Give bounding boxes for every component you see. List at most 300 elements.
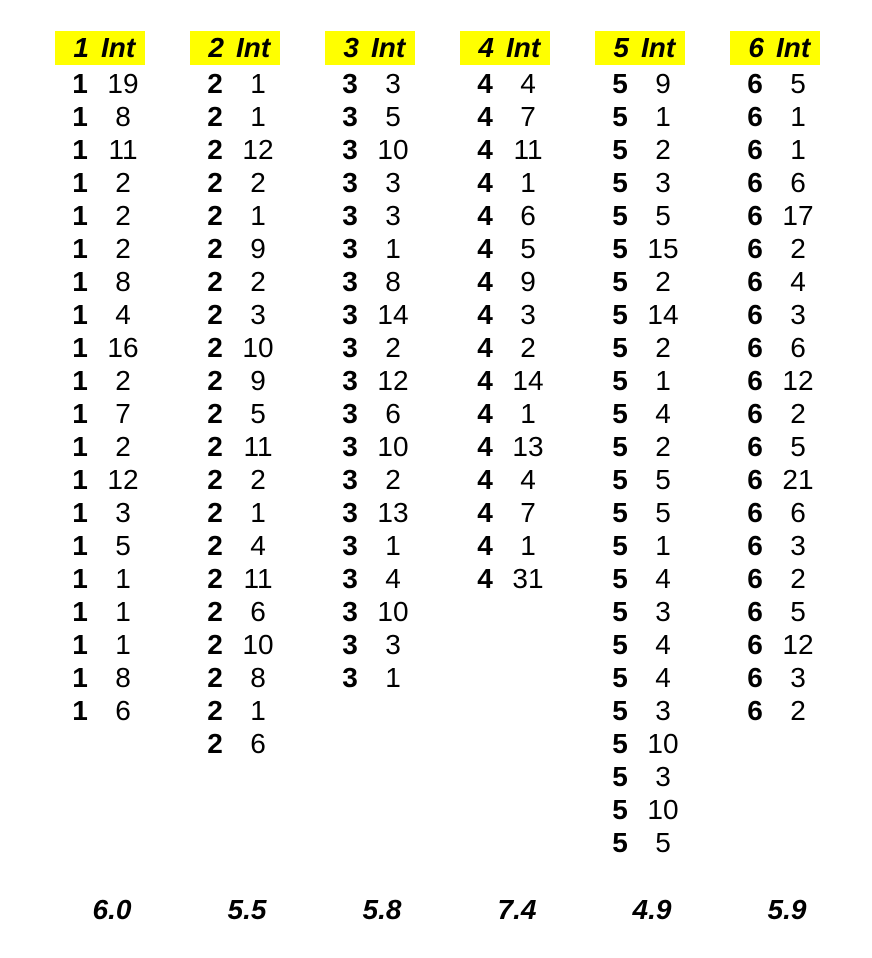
group-id-cell: 2 — [207, 662, 223, 693]
group-id-cell: 1 — [72, 134, 88, 165]
group-id-cell: 4 — [477, 134, 493, 165]
value-cell: 2 — [655, 431, 671, 462]
group-id-cell: 5 — [612, 299, 628, 330]
group-id-cell: 6 — [747, 167, 763, 198]
value-cell: 9 — [250, 365, 266, 396]
table-row — [325, 199, 425, 232]
value-cell: 3 — [655, 596, 671, 627]
table-row — [460, 166, 560, 199]
value-cell: 8 — [115, 662, 131, 693]
value-cell: 3 — [385, 200, 401, 231]
value-cell: 3 — [655, 761, 671, 792]
group-id-cell: 2 — [207, 266, 223, 297]
table-row — [595, 67, 695, 100]
value-cell: 4 — [385, 563, 401, 594]
value-cell: 2 — [250, 167, 266, 198]
group-id-cell: 2 — [207, 332, 223, 363]
value-cell: 3 — [790, 299, 806, 330]
group-mean: 5.8 — [362, 894, 402, 925]
group-id-cell: 6 — [747, 101, 763, 132]
table-row — [730, 661, 830, 694]
table-row — [190, 232, 290, 265]
group-id-cell: 2 — [207, 431, 223, 462]
table-row — [595, 331, 695, 364]
table-row — [460, 133, 560, 166]
value-cell: 3 — [790, 530, 806, 561]
table-row — [460, 364, 560, 397]
group-header — [190, 31, 280, 65]
table-row — [190, 397, 290, 430]
table-row — [730, 496, 830, 529]
value-cell: 6 — [790, 167, 806, 198]
group-id-cell: 5 — [612, 167, 628, 198]
value-cell: 10 — [647, 728, 679, 759]
group-mean: 5.5 — [227, 894, 267, 925]
group-id-cell: 5 — [612, 629, 628, 660]
table-row — [730, 100, 830, 133]
group-id-cell: 4 — [477, 365, 493, 396]
table-row — [730, 331, 830, 364]
table-row — [325, 397, 425, 430]
group-id-cell: 6 — [747, 431, 763, 462]
value-cell: 2 — [115, 233, 131, 264]
value-cell: 2 — [520, 332, 536, 363]
group-id-cell: 4 — [477, 497, 493, 528]
table-row — [460, 67, 560, 100]
value-cell: 12 — [782, 365, 814, 396]
value-cell: 2 — [790, 563, 806, 594]
group-id-cell: 5 — [612, 266, 628, 297]
group-id-cell: 4 — [477, 266, 493, 297]
table-row — [325, 661, 425, 694]
group-id-cell: 3 — [342, 134, 358, 165]
table-row — [595, 133, 695, 166]
value-cell: 7 — [520, 101, 536, 132]
value-cell: 1 — [790, 134, 806, 165]
value-cell: 1 — [115, 596, 131, 627]
group-id-cell: 5 — [612, 497, 628, 528]
value-cell: 5 — [115, 530, 131, 561]
value-cell: 9 — [250, 233, 266, 264]
table-row — [325, 67, 425, 100]
group-id-cell: 3 — [342, 233, 358, 264]
group-header-number: 1 — [73, 32, 89, 63]
value-cell: 4 — [655, 662, 671, 693]
table-row — [730, 67, 830, 100]
value-cell: 5 — [250, 398, 266, 429]
table-row — [55, 463, 155, 496]
value-cell: 2 — [115, 431, 131, 462]
group-id-cell: 1 — [72, 431, 88, 462]
table-row — [55, 430, 155, 463]
group-rows — [55, 67, 155, 727]
value-cell: 1 — [250, 497, 266, 528]
table-row — [55, 364, 155, 397]
table-row — [55, 661, 155, 694]
table-row — [730, 199, 830, 232]
table-row — [190, 199, 290, 232]
value-cell: 12 — [782, 629, 814, 660]
group-id-cell: 6 — [747, 365, 763, 396]
group-id-cell: 4 — [477, 200, 493, 231]
table-row — [190, 595, 290, 628]
value-cell: 12 — [242, 134, 274, 165]
group-id-cell: 5 — [612, 596, 628, 627]
value-cell: 5 — [520, 233, 536, 264]
table-row — [595, 793, 695, 826]
value-cell: 8 — [250, 662, 266, 693]
table-row — [190, 430, 290, 463]
group-id-cell: 5 — [612, 563, 628, 594]
group-id-cell: 3 — [342, 464, 358, 495]
group-id-cell: 3 — [342, 200, 358, 231]
value-cell: 11 — [108, 134, 138, 165]
value-cell: 13 — [512, 431, 544, 462]
table-row — [730, 298, 830, 331]
value-cell: 10 — [377, 134, 409, 165]
group-id-cell: 2 — [207, 398, 223, 429]
value-cell: 5 — [790, 596, 806, 627]
value-cell: 6 — [250, 596, 266, 627]
value-cell: 4 — [520, 464, 536, 495]
value-cell: 6 — [250, 728, 266, 759]
value-cell: 2 — [385, 464, 401, 495]
group-id-cell: 6 — [747, 464, 763, 495]
value-cell: 19 — [107, 68, 139, 99]
group-rows — [595, 67, 695, 859]
value-cell: 1 — [115, 563, 131, 594]
value-cell: 14 — [512, 365, 544, 396]
group-id-cell: 1 — [72, 695, 88, 726]
group-id-cell: 3 — [342, 266, 358, 297]
group-header-number: 3 — [343, 32, 359, 63]
value-cell: 4 — [790, 266, 806, 297]
group-id-cell: 2 — [207, 233, 223, 264]
group-id-cell: 6 — [747, 68, 763, 99]
value-cell: 12 — [107, 464, 139, 495]
table-row — [730, 430, 830, 463]
group-id-cell: 3 — [342, 332, 358, 363]
group-id-cell: 2 — [207, 695, 223, 726]
group-id-cell: 5 — [612, 464, 628, 495]
table-row — [730, 397, 830, 430]
table-row — [595, 199, 695, 232]
value-cell: 1 — [385, 530, 401, 561]
table-row — [325, 430, 425, 463]
group-id-cell: 5 — [612, 761, 628, 792]
value-cell: 11 — [243, 563, 273, 594]
value-cell: 2 — [655, 332, 671, 363]
table-row — [190, 166, 290, 199]
group-id-cell: 6 — [747, 233, 763, 264]
value-cell: 1 — [250, 68, 266, 99]
group-id-cell: 4 — [477, 68, 493, 99]
group-header-number: 2 — [208, 32, 224, 63]
table-row — [730, 265, 830, 298]
value-cell: 13 — [377, 497, 409, 528]
value-cell: 3 — [250, 299, 266, 330]
group-id-cell: 3 — [342, 431, 358, 462]
value-cell: 2 — [250, 266, 266, 297]
group-id-cell: 4 — [477, 167, 493, 198]
table-row — [730, 166, 830, 199]
table-row — [325, 133, 425, 166]
group-header-label: Int — [101, 32, 136, 63]
value-cell: 4 — [520, 68, 536, 99]
value-cell: 1 — [250, 695, 266, 726]
group-id-cell: 6 — [747, 629, 763, 660]
table-row — [460, 199, 560, 232]
table-row — [190, 133, 290, 166]
table-row — [595, 298, 695, 331]
group-id-cell: 1 — [72, 68, 88, 99]
value-cell: 4 — [115, 299, 131, 330]
group-id-cell: 3 — [342, 365, 358, 396]
group-id-cell: 5 — [612, 134, 628, 165]
value-cell: 16 — [107, 332, 139, 363]
table-row — [730, 463, 830, 496]
group-id-cell: 2 — [207, 68, 223, 99]
table-row — [595, 826, 695, 859]
group-id-cell: 1 — [72, 101, 88, 132]
table-row — [595, 661, 695, 694]
group-id-cell: 6 — [747, 497, 763, 528]
table-row — [595, 463, 695, 496]
value-cell: 3 — [655, 167, 671, 198]
group-id-cell: 3 — [342, 563, 358, 594]
value-cell: 11 — [243, 431, 273, 462]
group-rows — [460, 67, 560, 595]
table-row — [595, 496, 695, 529]
table-row — [460, 430, 560, 463]
group-id-cell: 1 — [72, 200, 88, 231]
group-id-cell: 6 — [747, 530, 763, 561]
table-row — [55, 529, 155, 562]
value-cell: 2 — [115, 365, 131, 396]
table-row — [325, 628, 425, 661]
value-cell: 10 — [377, 596, 409, 627]
group-id-cell: 3 — [342, 497, 358, 528]
group-id-cell: 6 — [747, 695, 763, 726]
table-row — [595, 529, 695, 562]
table-row — [325, 265, 425, 298]
value-cell: 5 — [790, 431, 806, 462]
group-rows — [190, 67, 290, 760]
table-row — [325, 364, 425, 397]
table-row — [460, 397, 560, 430]
group-id-cell: 5 — [612, 68, 628, 99]
group-id-cell: 2 — [207, 497, 223, 528]
table-row — [325, 298, 425, 331]
group-header — [460, 31, 550, 65]
group-id-cell: 1 — [72, 365, 88, 396]
table-row — [325, 100, 425, 133]
value-cell: 6 — [115, 695, 131, 726]
group-id-cell: 6 — [747, 596, 763, 627]
value-cell: 31 — [512, 563, 544, 594]
value-cell: 1 — [520, 167, 536, 198]
table-row — [55, 100, 155, 133]
group-id-cell: 3 — [342, 68, 358, 99]
group-header-label: Int — [776, 32, 811, 63]
group-rows — [730, 67, 830, 727]
table-row — [55, 397, 155, 430]
table-row — [190, 331, 290, 364]
table-row — [55, 331, 155, 364]
table-row — [595, 562, 695, 595]
group-id-cell: 5 — [612, 101, 628, 132]
group-id-cell: 1 — [72, 266, 88, 297]
table-row — [190, 298, 290, 331]
table-row — [325, 232, 425, 265]
table-row — [325, 562, 425, 595]
group-id-cell: 6 — [747, 332, 763, 363]
group-header-number: 4 — [478, 32, 494, 63]
group-id-cell: 2 — [207, 563, 223, 594]
group-header — [730, 31, 820, 65]
group-header — [325, 31, 415, 65]
group-id-cell: 1 — [72, 662, 88, 693]
value-cell: 8 — [115, 101, 131, 132]
group-id-cell: 5 — [612, 200, 628, 231]
table-row — [595, 100, 695, 133]
table-row — [325, 166, 425, 199]
table-row — [730, 133, 830, 166]
table-row — [190, 529, 290, 562]
group-id-cell: 6 — [747, 299, 763, 330]
group-id-cell: 5 — [612, 530, 628, 561]
value-cell: 8 — [385, 266, 401, 297]
value-cell: 1 — [520, 530, 536, 561]
group-id-cell: 5 — [612, 365, 628, 396]
group-id-cell: 5 — [612, 431, 628, 462]
table-row — [55, 67, 155, 100]
table-row — [325, 496, 425, 529]
group-header-label: Int — [506, 32, 541, 63]
table-row — [730, 364, 830, 397]
value-cell: 7 — [520, 497, 536, 528]
table-row — [190, 67, 290, 100]
value-cell: 5 — [385, 101, 401, 132]
group-id-cell: 4 — [477, 464, 493, 495]
value-cell: 1 — [115, 629, 131, 660]
group-id-cell: 3 — [342, 596, 358, 627]
value-cell: 5 — [655, 464, 671, 495]
table-row — [55, 496, 155, 529]
table-row — [730, 232, 830, 265]
group-id-cell: 2 — [207, 134, 223, 165]
table-row — [460, 496, 560, 529]
value-cell: 1 — [655, 101, 671, 132]
value-cell: 10 — [647, 794, 679, 825]
group-id-cell: 2 — [207, 596, 223, 627]
group-id-cell: 2 — [207, 101, 223, 132]
value-cell: 5 — [655, 497, 671, 528]
table-row — [595, 628, 695, 661]
value-cell: 2 — [115, 200, 131, 231]
group-id-cell: 5 — [612, 827, 628, 858]
group-id-cell: 3 — [342, 398, 358, 429]
value-cell: 2 — [790, 233, 806, 264]
group-id-cell: 5 — [612, 794, 628, 825]
group-id-cell: 3 — [342, 530, 358, 561]
value-cell: 3 — [115, 497, 131, 528]
group-id-cell: 2 — [207, 200, 223, 231]
group-id-cell: 6 — [747, 662, 763, 693]
value-cell: 2 — [655, 134, 671, 165]
table-row — [460, 529, 560, 562]
table-row — [460, 298, 560, 331]
group-id-cell: 1 — [72, 332, 88, 363]
value-cell: 21 — [782, 464, 814, 495]
group-id-cell: 5 — [612, 398, 628, 429]
group-header-number: 5 — [613, 32, 629, 63]
group-header-number: 6 — [748, 32, 764, 63]
table-row — [190, 463, 290, 496]
value-cell: 1 — [790, 101, 806, 132]
table-row — [460, 265, 560, 298]
value-cell: 14 — [377, 299, 409, 330]
group-id-cell: 2 — [207, 365, 223, 396]
table-row — [595, 232, 695, 265]
group-id-cell: 2 — [207, 167, 223, 198]
group-id-cell: 3 — [342, 662, 358, 693]
group-id-cell: 1 — [72, 233, 88, 264]
group-id-cell: 1 — [72, 167, 88, 198]
value-cell: 6 — [790, 332, 806, 363]
value-cell: 4 — [655, 563, 671, 594]
value-cell: 1 — [655, 530, 671, 561]
value-cell: 2 — [385, 332, 401, 363]
table-row — [190, 661, 290, 694]
group-header — [55, 31, 145, 65]
table-row — [325, 595, 425, 628]
group-id-cell: 2 — [207, 629, 223, 660]
table-row — [595, 265, 695, 298]
group-id-cell: 4 — [477, 101, 493, 132]
table-row — [55, 628, 155, 661]
group-id-cell: 4 — [477, 299, 493, 330]
table-row — [730, 595, 830, 628]
value-cell: 5 — [790, 68, 806, 99]
value-cell: 10 — [242, 332, 274, 363]
value-cell: 7 — [115, 398, 131, 429]
value-cell: 5 — [655, 200, 671, 231]
value-cell: 15 — [647, 233, 679, 264]
group-id-cell: 5 — [612, 233, 628, 264]
table-row — [55, 298, 155, 331]
table-row — [460, 331, 560, 364]
table-row — [595, 364, 695, 397]
table-row — [55, 133, 155, 166]
group-mean: 6.0 — [92, 894, 132, 925]
table-row — [190, 628, 290, 661]
table-row — [595, 595, 695, 628]
value-cell: 10 — [242, 629, 274, 660]
table-row — [595, 430, 695, 463]
table-row — [730, 529, 830, 562]
group-id-cell: 6 — [747, 200, 763, 231]
group-id-cell: 1 — [72, 530, 88, 561]
table-row — [190, 364, 290, 397]
group-id-cell: 1 — [72, 596, 88, 627]
table-row — [730, 628, 830, 661]
value-cell: 14 — [647, 299, 679, 330]
value-cell: 1 — [250, 200, 266, 231]
table-row — [190, 562, 290, 595]
group-id-cell: 4 — [477, 530, 493, 561]
table-row — [460, 463, 560, 496]
